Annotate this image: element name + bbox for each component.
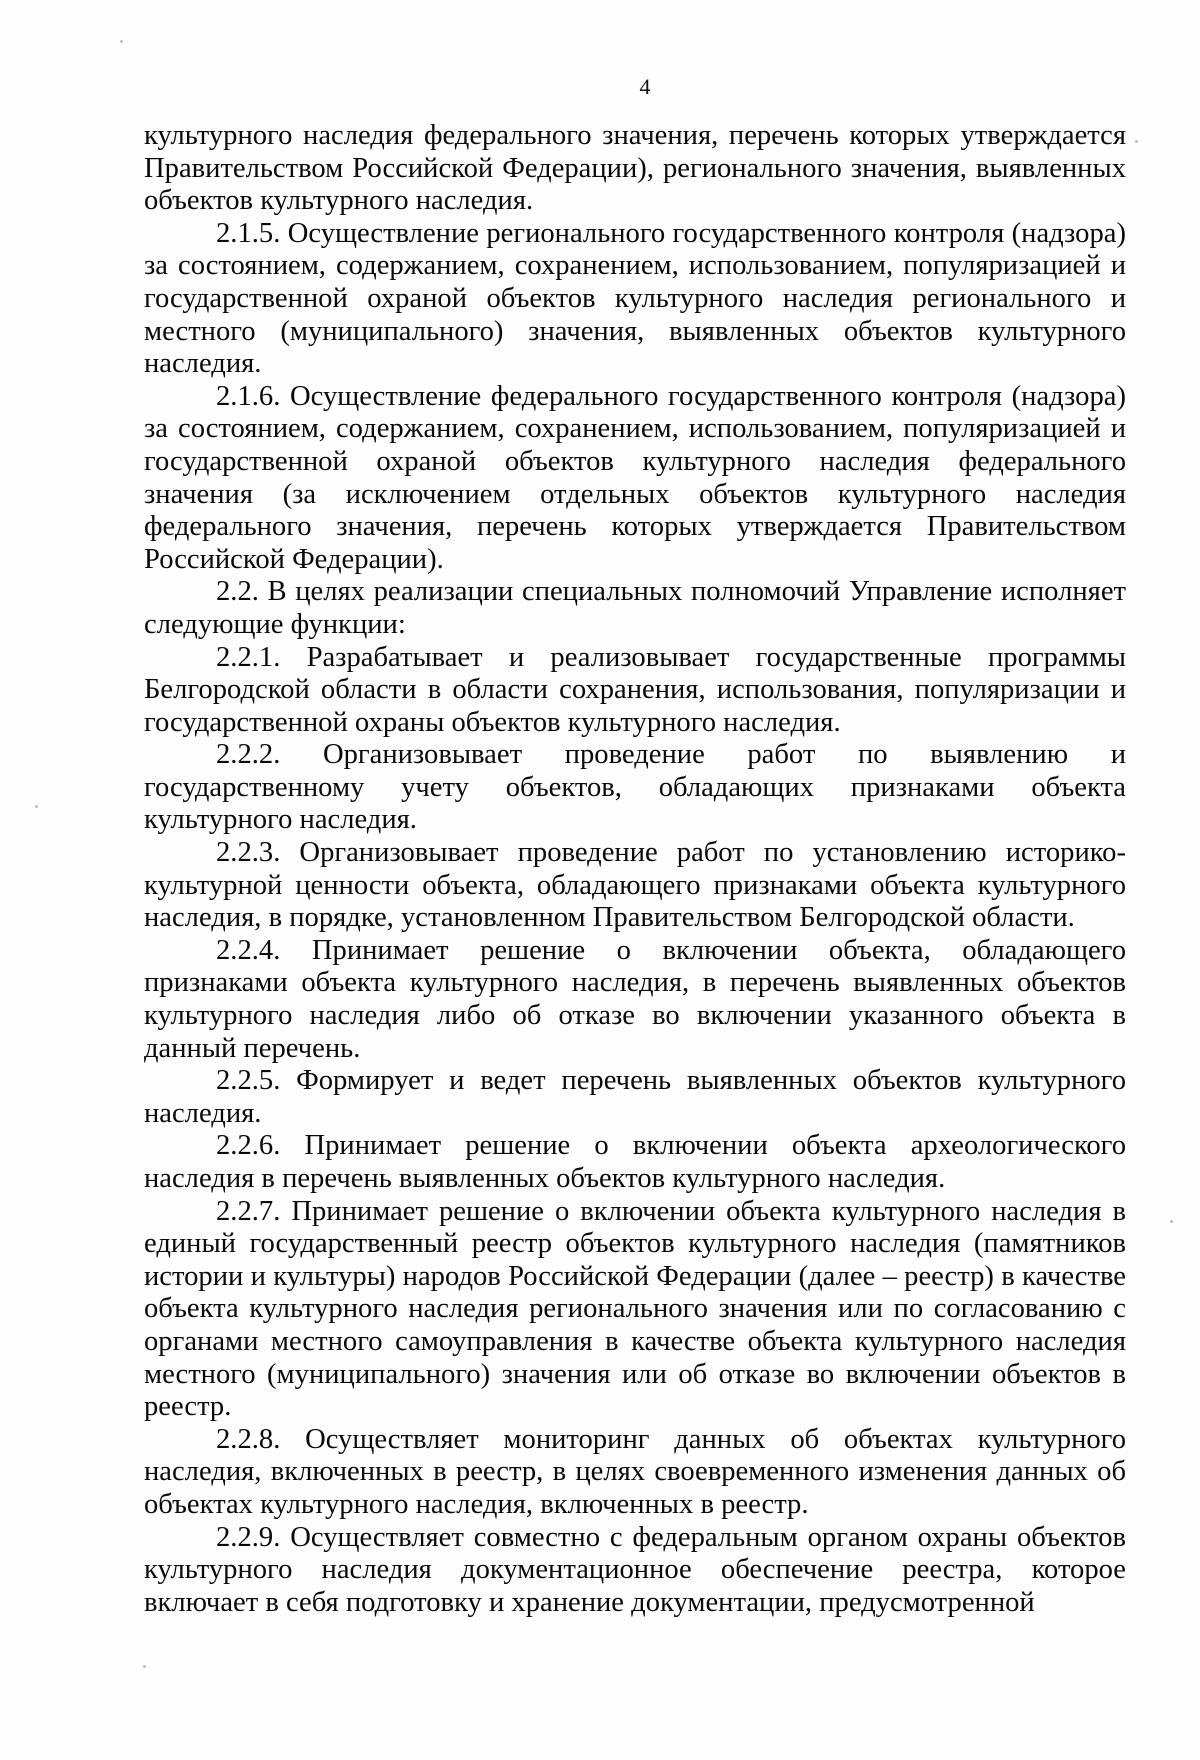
scan-speck bbox=[143, 1665, 146, 1668]
paragraph-2-2-3: 2.2.3. Организовывает проведение работ по установлению историко-культурной ценности объекта, обладающего признаками объекта культурного наследия, в порядке, установленном Правительством Белгородской области. bbox=[144, 837, 1126, 934]
paragraph-2-1-6: 2.1.6. Осуществление федерального государственного контроля (надзора) за состоянием, содержанием, сохранением, использованием, популяризацией и государственной охраной объектов культурного наследия федерального значения (за исключением отдельных объектов культурного наследия федерального значения, перечень которых утверждается Правительством Российской Федерации). bbox=[144, 380, 1126, 575]
paragraph-2-2-7: 2.2.7. Принимает решение о включении объекта культурного наследия в единый государственный реестр объектов культурного наследия (памятников истории и культуры) народов Российской Федерации (далее – реестр) в качестве объекта культурного наследия регионального значения или по согласованию с органами местного самоуправления в качестве объекта культурного наследия местного (муниципального) значения или об отказе во включении объектов в реестр. bbox=[144, 1195, 1126, 1423]
paragraph-2-2: 2.2. В целях реализации специальных полномочий Управление исполняет следующие функции: bbox=[144, 576, 1126, 640]
paragraph-2-2-2: 2.2.2. Организовывает проведение работ по выявлению и государственному учету объектов, обладающих признаками объекта культурного наследия. bbox=[144, 739, 1126, 836]
paragraph-2-2-4: 2.2.4. Принимает решение о включении объекта, обладающего признаками объекта культурного наследия, в перечень выявленных объектов культурного наследия либо об отказе во включении указанного объекта в данный перечень. bbox=[144, 934, 1126, 1064]
paragraph-2-2-5: 2.2.5. Формирует и ведет перечень выявленных объектов культурного наследия. bbox=[144, 1065, 1126, 1129]
paragraph-continuation: культурного наследия федерального значения, перечень которых утверждается Правительством Российской Федерации), регионального значения, выявленных объектов культурного наследия. bbox=[144, 120, 1126, 217]
paragraph-2-2-6: 2.2.6. Принимает решение о включении объекта археологического наследия в перечень выявленных объектов культурного наследия. bbox=[144, 1130, 1126, 1194]
paragraph-2-1-5: 2.1.5. Осуществление регионального государственного контроля (надзора) за состоянием, содержанием, сохранением, использованием, популяризацией и государственной охраной объектов культурного наследия регионального и местного (муниципального) значения, выявленных объектов культурного наследия. bbox=[144, 217, 1126, 380]
scan-speck bbox=[35, 805, 38, 808]
paragraph-2-2-1: 2.2.1. Разрабатывает и реализовывает государственные программы Белгородской области в области сохранения, использования, популяризации и государственной охраны объектов культурного наследия. bbox=[144, 641, 1126, 738]
paragraph-2-2-9: 2.2.9. Осуществляет совместно с федеральным органом охраны объектов культурного наследия документационное обеспечение реестра, которое включает в себя подготовку и хранение документации, предусмотренной bbox=[144, 1521, 1126, 1618]
page-number: 4 bbox=[639, 74, 651, 99]
scan-speck bbox=[1170, 1220, 1173, 1223]
document-body bbox=[144, 120, 1126, 1619]
scan-speck bbox=[120, 40, 123, 43]
scan-speck bbox=[1135, 140, 1138, 143]
paragraph-2-2-8: 2.2.8. Осуществляет мониторинг данных об объектах культурного наследия, включенных в реестр, в целях своевременного изменения данных об объектах культурного наследия, включенных в реестр. bbox=[144, 1423, 1126, 1520]
